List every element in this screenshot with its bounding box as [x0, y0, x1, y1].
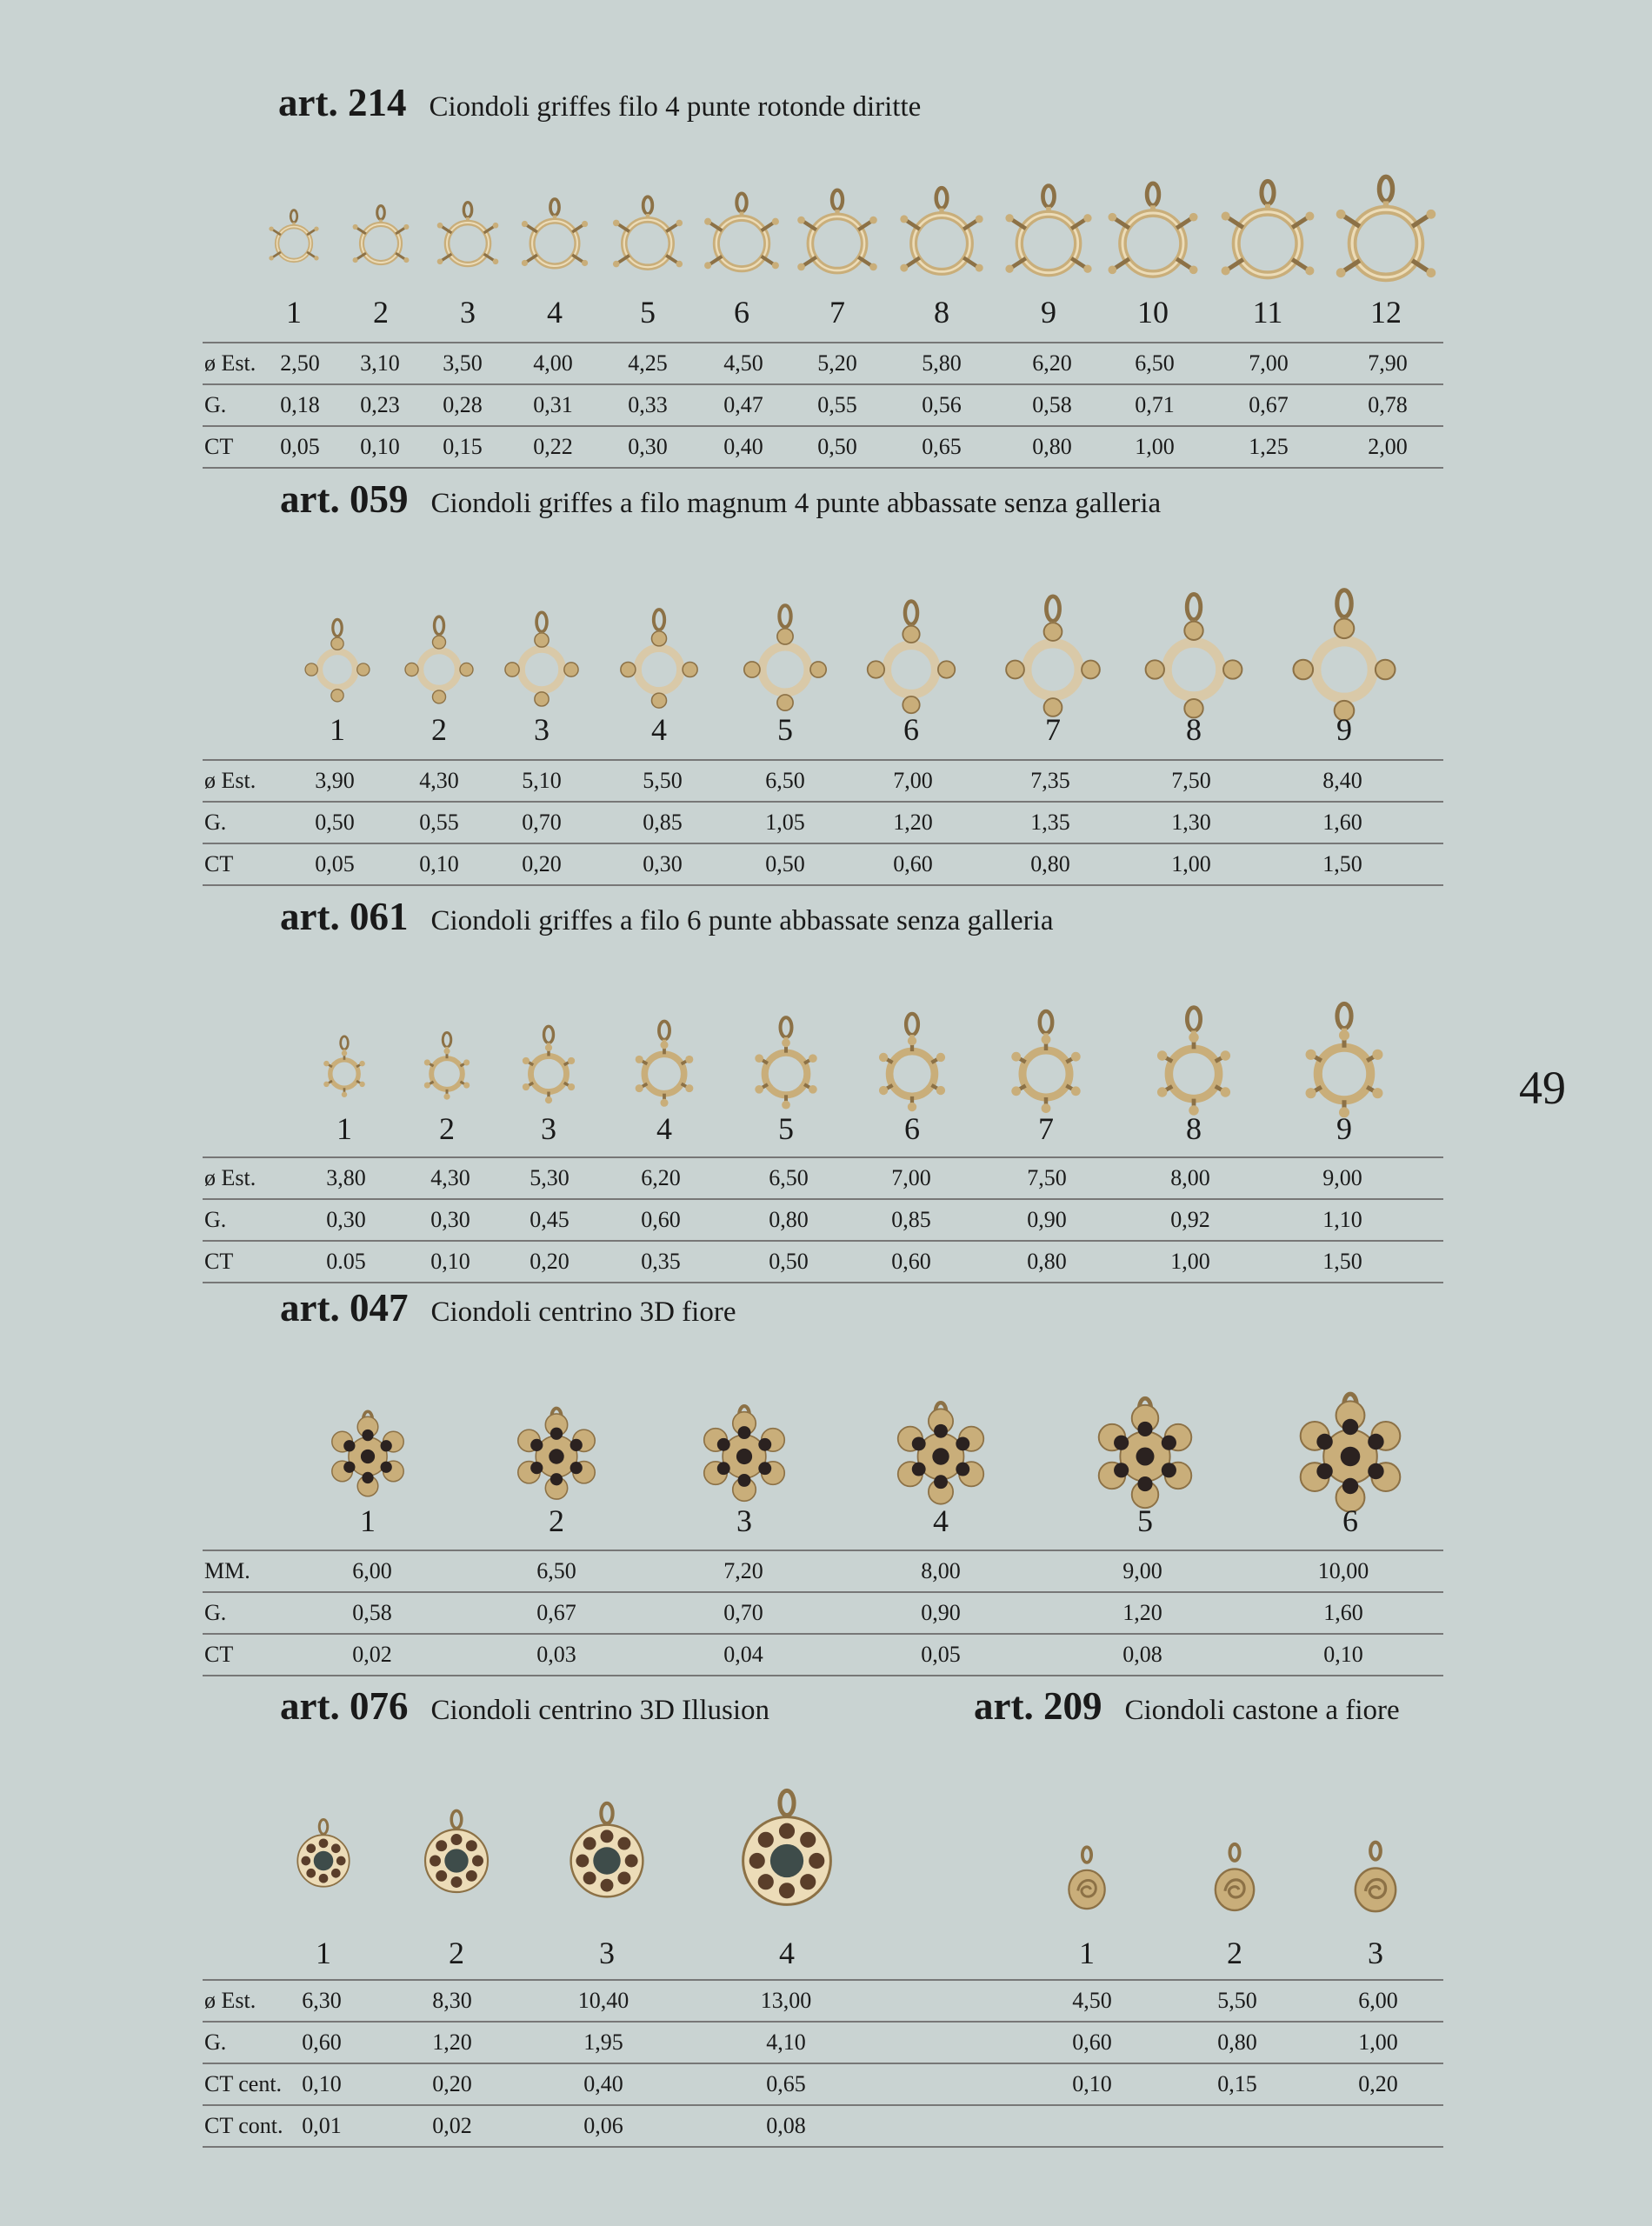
size-number: 2 [549, 1503, 564, 1538]
table-cell: 3,50 [443, 350, 483, 376]
size-number: 5 [777, 712, 793, 747]
table-cell: 1,25 [1249, 434, 1289, 459]
table-cell: 0,10 [430, 1249, 470, 1274]
article-description: Ciondoli centrino 3D Illusion [430, 1695, 770, 1726]
flower-cluster-pendant-icon [704, 1406, 784, 1501]
table-cell: 0,45 [530, 1207, 570, 1232]
section-title [280, 1285, 736, 1330]
table-cell: 0,15 [443, 434, 483, 459]
table-cell: 0,85 [891, 1207, 931, 1232]
wire-prong-ring-pendant-icon [1005, 186, 1091, 273]
size-number: 7 [829, 295, 845, 330]
table-cell: 0,65 [922, 434, 962, 459]
table-cell: 0,60 [893, 851, 933, 876]
row-label: ø Est. [204, 768, 256, 793]
size-number: 4 [779, 1936, 795, 1970]
size-number: 3 [541, 1111, 556, 1146]
table-cell: 0,80 [769, 1207, 809, 1232]
wire-prong-ring-pendant-icon [1336, 177, 1436, 277]
row-label: CT [204, 434, 234, 459]
table-cell: 0,01 [302, 2113, 342, 2138]
row-label: G. [204, 1207, 227, 1232]
table-cell: 0,08 [766, 2113, 806, 2138]
illusion-pendant-icon [297, 1819, 349, 1886]
section-title [974, 1683, 1400, 1729]
table-row [203, 2104, 1443, 2148]
6-prong-pendant-icon [424, 1032, 470, 1099]
table-cell: 5,30 [530, 1165, 570, 1190]
table-cell: 0,90 [1027, 1207, 1067, 1232]
table-cell: 0,55 [817, 392, 857, 417]
size-number: 2 [431, 712, 447, 747]
table-cell: 1,60 [1322, 810, 1362, 835]
table-cell: 7,00 [1249, 350, 1289, 376]
wire-prong-ring-pendant-icon [269, 210, 318, 261]
table-cell: 0,30 [643, 851, 683, 876]
rose-bezel-pendant-icon [1216, 1844, 1254, 1910]
table-row [203, 801, 1443, 843]
table-row [203, 425, 1443, 469]
table-cell: 0,71 [1135, 392, 1175, 417]
rose-bezel-pendant-icon [1069, 1847, 1104, 1909]
size-number: 1 [286, 295, 302, 330]
table-cell: 1,60 [1323, 1600, 1363, 1625]
row-label: ø Est. [204, 350, 256, 376]
table-cell: 6,50 [769, 1165, 809, 1190]
size-number: 3 [460, 295, 476, 330]
table-cell: 7,50 [1171, 768, 1211, 793]
article-code: art. 059 [280, 477, 409, 521]
table-cell: 6,30 [302, 1988, 342, 2013]
size-number: 2 [439, 1111, 455, 1146]
table-cell: 1,00 [1358, 2029, 1398, 2055]
table-cell: 6,50 [765, 768, 805, 793]
illusion-pendant-icon [743, 1790, 831, 1904]
table-cell: 0,20 [1358, 2071, 1398, 2096]
6-prong-pendant-icon [1011, 1011, 1080, 1113]
size-number: 1 [360, 1503, 376, 1538]
row-label: G. [204, 1600, 227, 1625]
table-row [1009, 2063, 1443, 2106]
table-cell: 0,20 [522, 851, 562, 876]
table-cell: 1,20 [893, 810, 933, 835]
magnum-4-prong-pendant-icon [1294, 590, 1396, 721]
table-cell: 0,30 [430, 1207, 470, 1232]
6-prong-pendant-icon [879, 1014, 945, 1111]
table-cell: 0,80 [1030, 851, 1070, 876]
table-cell: 0,31 [533, 392, 573, 417]
row-label: ø Est. [204, 1165, 256, 1190]
table-cell: 0,20 [530, 1249, 570, 1274]
row-label: G. [204, 2029, 227, 2055]
table-cell: 1,50 [1322, 1249, 1362, 1274]
table-cell: 0.05 [326, 1249, 366, 1274]
table-cell: 7,00 [891, 1165, 931, 1190]
row-label: CT cent. [204, 2071, 283, 2096]
table-cell: 0,06 [583, 2113, 623, 2138]
table-cell: 0,60 [891, 1249, 931, 1274]
table-cell: 0,20 [432, 2071, 472, 2096]
spec-table [1009, 1979, 1443, 2106]
illusion-pendant-icon [571, 1803, 643, 1897]
table-row [203, 1240, 1443, 1283]
size-number: 4 [547, 295, 563, 330]
spec-table [203, 759, 1443, 886]
6-prong-pendant-icon [1306, 1003, 1383, 1117]
size-number: 4 [933, 1503, 949, 1538]
table-cell: 0,58 [352, 1600, 392, 1625]
table-cell: 1,20 [432, 2029, 472, 2055]
size-number: 8 [1186, 1111, 1202, 1146]
table-cell: 0,08 [1122, 1642, 1162, 1667]
table-cell: 1,95 [583, 2029, 623, 2055]
size-number: 3 [599, 1936, 615, 1970]
table-cell: 0,50 [765, 851, 805, 876]
pendant-images [0, 556, 1652, 756]
article-code: art. 209 [974, 1684, 1102, 1728]
table-cell: 0,05 [921, 1642, 961, 1667]
section-title [280, 1683, 769, 1729]
size-number: 3 [534, 712, 550, 747]
article-description: Ciondoli griffes filo 4 punte rotonde diritte [429, 91, 922, 123]
table-cell: 3,80 [326, 1165, 366, 1190]
table-cell: 0,47 [723, 392, 763, 417]
table-cell: 0,70 [723, 1600, 763, 1625]
table-cell: 0,18 [280, 392, 320, 417]
row-label: CT [204, 851, 234, 876]
6-prong-pendant-icon [755, 1017, 816, 1109]
size-number: 5 [1137, 1503, 1153, 1538]
article-description: Ciondoli griffes a filo magnum 4 punte abbassate senza galleria [430, 488, 1162, 519]
table-cell: 1,50 [1322, 851, 1362, 876]
wire-prong-ring-pendant-icon [900, 188, 983, 271]
table-cell: 1,05 [765, 810, 805, 835]
table-cell: 0,85 [643, 810, 683, 835]
table-row [203, 342, 1443, 383]
magnum-4-prong-pendant-icon [621, 610, 697, 708]
wire-prong-ring-pendant-icon [1108, 183, 1197, 274]
size-number: 6 [904, 1111, 920, 1146]
magnum-4-prong-pendant-icon [505, 612, 578, 706]
table-cell: 13,00 [760, 1988, 812, 2013]
row-label: CT cont. [204, 2113, 283, 2138]
illusion-pendant-icon [425, 1810, 488, 1892]
size-number: 1 [336, 1111, 352, 1146]
size-number: 1 [1079, 1936, 1095, 1970]
table-cell: 5,10 [522, 768, 562, 793]
table-cell: 1,20 [1122, 1600, 1162, 1625]
table-cell: 0,60 [641, 1207, 681, 1232]
table-cell: 9,00 [1122, 1558, 1162, 1583]
table-row [203, 843, 1443, 886]
table-cell: 0,58 [1032, 392, 1072, 417]
pendant-images [0, 961, 1652, 1161]
size-number: 9 [1336, 1111, 1352, 1146]
table-cell: 0,67 [536, 1600, 576, 1625]
section-title [280, 477, 1161, 522]
wire-prong-ring-pendant-icon [797, 190, 877, 271]
table-cell: 0,33 [628, 392, 668, 417]
section-title [278, 80, 921, 125]
size-number: 5 [640, 295, 656, 330]
pendant-images [0, 130, 1652, 330]
flower-cluster-pendant-icon [518, 1409, 595, 1500]
table-cell: 1,00 [1135, 434, 1175, 459]
magnum-4-prong-pendant-icon [1006, 596, 1100, 716]
magnum-4-prong-pendant-icon [305, 619, 370, 702]
size-number: 5 [778, 1111, 794, 1146]
table-cell: 0,65 [766, 2071, 806, 2096]
table-row [203, 759, 1443, 801]
table-cell: 0,04 [723, 1642, 763, 1667]
table-cell: 0,15 [1217, 2071, 1257, 2096]
table-row [203, 1550, 1443, 1591]
table-cell: 0,10 [302, 2071, 342, 2096]
6-prong-pendant-icon [1157, 1008, 1230, 1116]
table-cell: 0,80 [1217, 2029, 1257, 2055]
table-cell: 0,50 [769, 1249, 809, 1274]
size-number: 1 [330, 712, 345, 747]
table-cell: 4,50 [723, 350, 763, 376]
table-cell: 6,50 [536, 1558, 576, 1583]
table-cell: 0,50 [315, 810, 355, 835]
size-number: 6 [1342, 1503, 1358, 1538]
page-number: 49 [1519, 1062, 1566, 1114]
table-cell: 0,28 [443, 392, 483, 417]
table-row [1009, 2021, 1443, 2063]
row-label: ø Est. [204, 1988, 256, 2013]
pendant-images [0, 1343, 1652, 1543]
6-prong-pendant-icon [323, 1036, 365, 1097]
flower-cluster-pendant-icon [1301, 1394, 1401, 1511]
table-cell: 0,10 [419, 851, 459, 876]
table-cell: 5,20 [817, 350, 857, 376]
table-cell: 4,25 [628, 350, 668, 376]
size-number: 11 [1252, 295, 1283, 330]
6-prong-pendant-icon [636, 1022, 694, 1107]
table-cell: 4,30 [430, 1165, 470, 1190]
spec-table [203, 1156, 1443, 1283]
flower-cluster-pendant-icon [1099, 1398, 1192, 1508]
table-cell: 0,40 [723, 434, 763, 459]
article-description: Ciondoli centrino 3D fiore [430, 1296, 736, 1328]
wire-prong-ring-pendant-icon [613, 197, 683, 267]
table-cell: 0,90 [921, 1600, 961, 1625]
size-number: 7 [1045, 712, 1061, 747]
table-cell: 0,30 [326, 1207, 366, 1232]
table-cell: 7,20 [723, 1558, 763, 1583]
size-number: 10 [1137, 295, 1169, 330]
table-cell: 0,05 [315, 851, 355, 876]
article-description: Ciondoli griffes a filo 6 punte abbassate senza galleria [430, 905, 1054, 936]
row-label: MM. [204, 1558, 250, 1583]
size-number: 6 [734, 295, 749, 330]
magnum-4-prong-pendant-icon [1146, 594, 1242, 717]
table-cell: 8,00 [1170, 1165, 1210, 1190]
table-cell: 0,02 [352, 1642, 392, 1667]
article-code: art. 076 [280, 1684, 409, 1728]
table-cell: 9,00 [1322, 1165, 1362, 1190]
size-number: 3 [1368, 1936, 1383, 1970]
table-cell: 0,30 [628, 434, 668, 459]
table-cell: 6,00 [352, 1558, 392, 1583]
table-cell: 0,23 [360, 392, 400, 417]
6-prong-pendant-icon [523, 1026, 575, 1103]
table-row [203, 1591, 1443, 1633]
size-number: 3 [736, 1503, 752, 1538]
table-cell: 7,50 [1027, 1165, 1067, 1190]
table-cell: 0,60 [302, 2029, 342, 2055]
wire-prong-ring-pendant-icon [522, 199, 588, 266]
table-row [203, 1198, 1443, 1240]
wire-prong-ring-pendant-icon [353, 206, 410, 263]
table-cell: 6,50 [1135, 350, 1175, 376]
table-cell: 2,50 [280, 350, 320, 376]
table-cell: 0,67 [1249, 392, 1289, 417]
spec-table [203, 342, 1443, 469]
wire-prong-ring-pendant-icon [1222, 181, 1315, 275]
table-cell: 0,60 [1072, 2029, 1112, 2055]
wire-prong-ring-pendant-icon [704, 193, 779, 269]
size-number: 4 [656, 1111, 672, 1146]
table-cell: 4,10 [766, 2029, 806, 2055]
table-cell: 0,80 [1032, 434, 1072, 459]
table-row [203, 1633, 1443, 1676]
table-cell: 2,00 [1368, 434, 1408, 459]
table-cell: 0,22 [533, 434, 573, 459]
table-cell: 5,50 [643, 768, 683, 793]
size-number: 6 [903, 712, 919, 747]
table-row [203, 1156, 1443, 1198]
table-cell: 5,80 [922, 350, 962, 376]
table-cell: 1,00 [1170, 1249, 1210, 1274]
size-number: 12 [1370, 295, 1402, 330]
table-cell: 0,10 [1072, 2071, 1112, 2096]
table-cell: 0,56 [922, 392, 962, 417]
table-cell: 7,35 [1030, 768, 1070, 793]
size-number: 2 [373, 295, 389, 330]
article-code: art. 047 [280, 1286, 409, 1330]
table-cell: 0,10 [360, 434, 400, 459]
size-number: 7 [1038, 1111, 1054, 1146]
size-number: 2 [1227, 1936, 1242, 1970]
table-cell: 0,78 [1368, 392, 1408, 417]
table-cell: 1,00 [1171, 851, 1211, 876]
table-cell: 6,20 [1032, 350, 1072, 376]
table-row [1009, 1979, 1443, 2021]
size-number: 2 [449, 1936, 464, 1970]
table-cell: 4,30 [419, 768, 459, 793]
table-cell: 3,90 [315, 768, 355, 793]
table-cell: 8,00 [921, 1558, 961, 1583]
table-cell: 8,40 [1322, 768, 1362, 793]
table-cell: 0,40 [583, 2071, 623, 2096]
article-code: art. 214 [278, 81, 407, 124]
flower-cluster-pendant-icon [332, 1411, 403, 1496]
rose-bezel-pendant-icon [1356, 1843, 1396, 1911]
table-cell: 5,50 [1217, 1988, 1257, 2013]
table-cell: 0,50 [817, 434, 857, 459]
table-cell: 7,00 [893, 768, 933, 793]
table-cell: 0,10 [1323, 1642, 1363, 1667]
table-cell: 1,30 [1171, 810, 1211, 835]
magnum-4-prong-pendant-icon [868, 602, 956, 714]
row-label: G. [204, 810, 227, 835]
table-cell: 1,35 [1030, 810, 1070, 835]
table-cell: 10,40 [577, 1988, 629, 2013]
table-cell: 8,30 [432, 1988, 472, 2013]
article-description: Ciondoli castone a fiore [1124, 1695, 1400, 1726]
table-cell: 0,70 [522, 810, 562, 835]
table-cell: 7,90 [1368, 350, 1408, 376]
wire-prong-ring-pendant-icon [437, 203, 499, 264]
magnum-4-prong-pendant-icon [405, 616, 473, 703]
size-number: 9 [1336, 712, 1352, 747]
section-title [280, 894, 1053, 939]
row-label: CT [204, 1249, 234, 1274]
table-cell: 10,00 [1317, 1558, 1369, 1583]
table-cell: 4,00 [533, 350, 573, 376]
table-cell: 6,00 [1358, 1988, 1398, 2013]
size-number: 8 [934, 295, 949, 330]
table-cell: 0,92 [1170, 1207, 1210, 1232]
table-cell: 3,10 [360, 350, 400, 376]
size-number: 9 [1041, 295, 1056, 330]
size-number: 1 [316, 1936, 331, 1970]
table-cell: 0,35 [641, 1249, 681, 1274]
spec-table [203, 1550, 1443, 1676]
size-number: 4 [651, 712, 667, 747]
table-cell: 4,50 [1072, 1988, 1112, 2013]
table-cell: 0,05 [280, 434, 320, 459]
table-cell: 0,55 [419, 810, 459, 835]
flower-cluster-pendant-icon [898, 1403, 983, 1503]
table-cell: 6,20 [641, 1165, 681, 1190]
row-label: CT [204, 1642, 234, 1667]
article-code: art. 061 [280, 895, 409, 938]
magnum-4-prong-pendant-icon [744, 605, 826, 710]
table-cell: 1,10 [1322, 1207, 1362, 1232]
row-label: G. [204, 392, 227, 417]
table-cell: 0,80 [1027, 1249, 1067, 1274]
table-cell: 0,03 [536, 1642, 576, 1667]
table-row [203, 383, 1443, 425]
size-number: 8 [1186, 712, 1202, 747]
table-cell: 0,02 [432, 2113, 472, 2138]
